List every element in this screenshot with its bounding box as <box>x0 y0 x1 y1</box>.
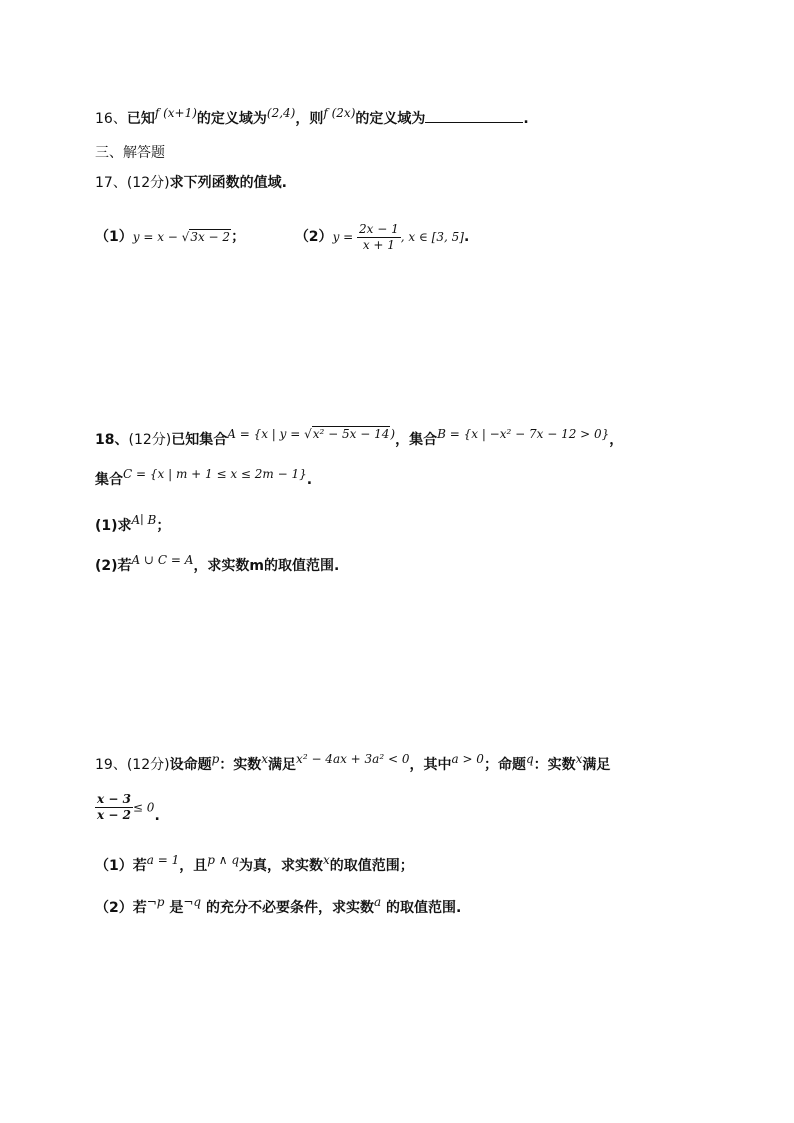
q18-part-1-end: ； <box>156 518 171 534</box>
q19-math-p: p <box>211 752 220 766</box>
fraction-numerator: x − 3 <box>97 792 131 806</box>
q17-stem: 求下列函数的值域. <box>169 175 287 191</box>
fraction-denominator: x − 2 <box>97 808 131 822</box>
question-17 <box>95 173 287 193</box>
q18-part-2-text: ，求实数m的取值范围. <box>193 558 340 574</box>
section-title: 三、解答题 <box>95 145 165 161</box>
q18-math-set-b: B = {x | −x² − 7x − 12 > 0} <box>437 427 610 441</box>
q17-separator: ； <box>231 229 246 245</box>
q19-text-4: ，其中 <box>409 757 452 773</box>
q18-part-1-math: A∣ B <box>131 513 157 527</box>
q18-part-1 <box>95 513 171 536</box>
q19-math-x: x <box>261 752 269 766</box>
q18-part-2-math: A ∪ C = A <box>131 553 194 567</box>
q19-part-2-text-3: 的取值范围. <box>381 900 462 916</box>
q18-part-1-label: (1)求 <box>95 518 132 534</box>
q18-math-set-c: C = {x | m + 1 ≤ x ≤ 2m − 1} <box>123 467 307 481</box>
q18-set-a-sqrt: x² − 5x − 14 <box>312 427 390 441</box>
q19-text-6: ：实数 <box>533 757 576 773</box>
q17-fraction <box>357 222 401 253</box>
q18-part-2-label: (2)若 <box>95 558 132 574</box>
q17-part-2-label: （2） <box>294 229 333 245</box>
q19-text-5: ；命题 <box>483 757 526 773</box>
q19-part-1-text-1: ，且 <box>179 858 208 874</box>
q17-p1-sqrt: 3x − 2 <box>190 230 231 244</box>
q18-set-a-head: A = {x | y = <box>227 427 305 441</box>
q19-text-1: 设命题 <box>169 757 212 773</box>
q19-fraction <box>95 792 133 823</box>
q19-part-1-text-3: 的取值范围； <box>329 858 414 874</box>
q16-text-4: 的定义域为 <box>355 111 426 127</box>
q17-p2-math-b: , x ∈ [3, 5] <box>400 230 464 244</box>
q18-text-4: 集合 <box>95 472 123 488</box>
q18-part-2 <box>95 553 340 576</box>
question-score: (12分) <box>126 757 170 773</box>
question-18 <box>95 427 624 450</box>
q18-text-2: ，集合 <box>395 432 438 448</box>
fraction-denominator: x + 1 <box>362 238 395 252</box>
q19-part-2-text-1: 是 <box>164 900 184 916</box>
answer-blank[interactable] <box>425 108 523 123</box>
q17-parts <box>95 222 469 253</box>
q19-part-1-math-a: a = 1 <box>146 853 180 867</box>
q18-math-set-a: A = {x | y = √x² − 5x − 14) <box>227 427 396 441</box>
q19-part-1 <box>95 853 414 876</box>
q17-part-2-math <box>332 222 464 252</box>
fraction-numerator: 2x − 1 <box>359 222 399 236</box>
question-score: (12分) <box>128 432 172 448</box>
q17-part-1-label: （1） <box>95 229 133 245</box>
question-number: 19、 <box>95 757 127 773</box>
q19-fraction-relation: ≤ 0 <box>132 800 155 815</box>
q18-text-5: . <box>306 472 313 488</box>
q19-text-2: ：实数 <box>219 757 262 773</box>
q19-part-2-math-not-q: ¬q <box>183 895 202 909</box>
q16-end: . <box>523 111 529 127</box>
q19-part-2-math-a: a <box>374 895 382 909</box>
q19-part-2-label: （2）若 <box>95 900 147 916</box>
q16-text-1: 已知 <box>126 111 155 127</box>
q19-part-2 <box>95 895 462 918</box>
q16-text-3: ，则 <box>295 111 324 127</box>
q19-fraction-end: . <box>154 807 160 824</box>
q19-part-1-text-2: 为真，求实数 <box>239 858 324 874</box>
q17-p1-math-a: y = x − <box>132 230 182 244</box>
q16-text-2: 的定义域为 <box>196 111 267 127</box>
q19-part-1-label: （1）若 <box>95 858 147 874</box>
q16-math-f-x-plus-1: f (x+1) <box>154 106 197 120</box>
q17-p2-math-a: y = <box>332 230 358 244</box>
q19-part-2-math-not-p: ¬p <box>146 895 165 909</box>
q18-text-1: 已知集合 <box>171 432 228 448</box>
question-16 <box>95 108 529 129</box>
q19-text-7: 满足 <box>582 757 611 773</box>
q17-end: . <box>463 229 470 245</box>
question-number: 16、 <box>95 111 127 127</box>
q19-fraction-line <box>95 792 160 823</box>
question-number: 18、 <box>95 432 129 448</box>
q17-part-1-math: y = x − √3x − 2 <box>132 230 231 244</box>
q19-part-1-math-x: x <box>323 853 330 867</box>
q19-math-q: q <box>525 752 534 766</box>
q18-line-2 <box>95 467 313 490</box>
question-19 <box>95 752 611 775</box>
q16-math-f-2x: f (2x) <box>323 106 356 120</box>
q19-math-inequality: x² − 4ax + 3a² < 0 <box>296 752 410 766</box>
question-score: (12分) <box>126 175 170 191</box>
q19-math-a-positive: a > 0 <box>451 752 484 766</box>
q19-math-x-2: x <box>575 752 583 766</box>
q19-part-1-math-p-and-q: p ∧ q <box>207 853 240 867</box>
q18-set-a-end: ) <box>390 427 396 441</box>
q18-text-3: ， <box>609 432 624 448</box>
q19-text-3: 满足 <box>268 757 297 773</box>
q19-part-2-text-2: 的充分不必要条件，求实数 <box>201 900 374 916</box>
question-number: 17、 <box>95 175 127 191</box>
q16-math-interval: (2,4) <box>266 106 296 120</box>
